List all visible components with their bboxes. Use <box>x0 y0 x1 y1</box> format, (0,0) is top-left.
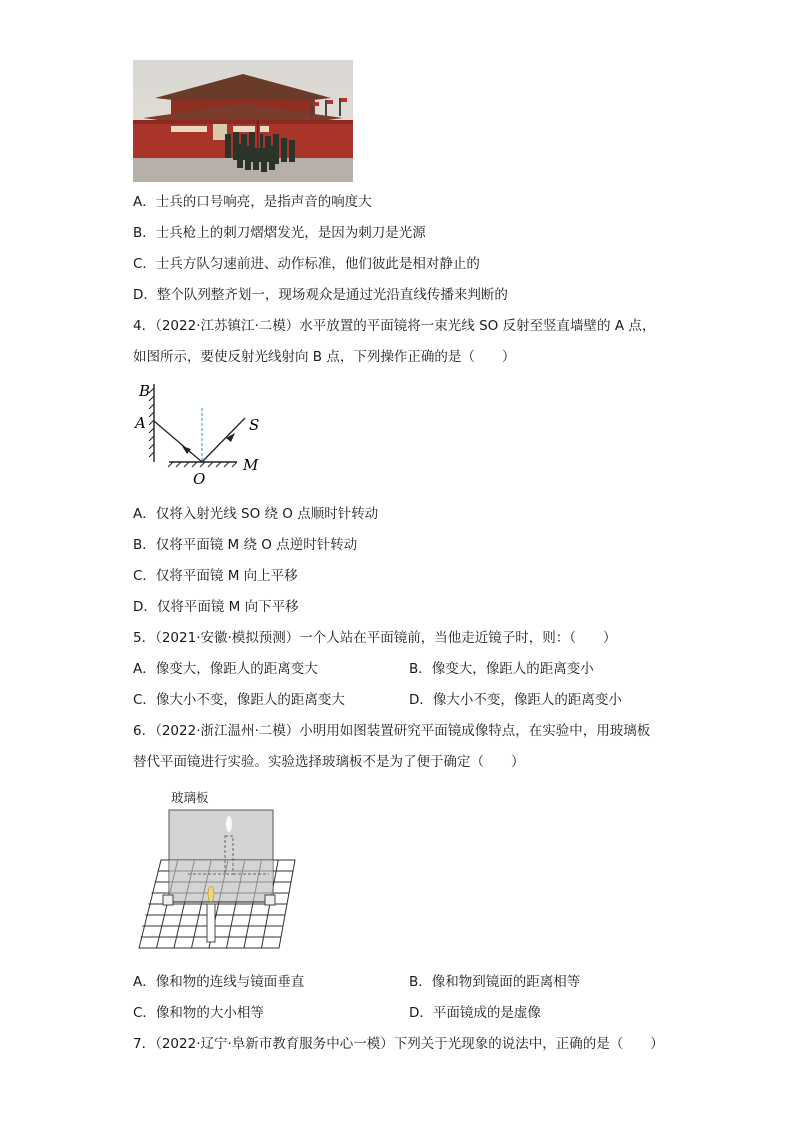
q6-option-a: A．像和物的连线与镜面垂直 <box>133 974 305 990</box>
label-a: A <box>135 414 146 432</box>
q4-option-d: D．仅将平面镜 M 向下平移 <box>133 599 299 615</box>
label-s: S <box>249 416 260 434</box>
label-o: O <box>193 470 206 488</box>
q5-option-d: D．像大小不变，像距人的距离变小 <box>409 692 622 708</box>
q5-option-b: B．像变大，像距人的距离变小 <box>409 661 594 677</box>
q7-stem: 7．（2022·辽宁·阜新市教育服务中心一模）下列关于光现象的说法中，正确的是（ ） <box>133 1036 664 1052</box>
q4-stem-line1: 4．（2022·江苏镇江·二模）水平放置的平面镜将一束光线 SO 反射至竖直墙壁的 A 点， <box>133 318 656 334</box>
tiananmen-parade-photo <box>133 60 353 182</box>
q5-stem: 5．（2021·安徽·模拟预测）一个人站在平面镜前，当他走近镜子时，则：（ ） <box>133 630 617 646</box>
q6-option-b: B．像和物到镜面的距离相等 <box>409 974 581 990</box>
q6-option-d: D．平面镜成的是虚像 <box>409 1005 541 1021</box>
q4-reflection-diagram <box>133 378 283 488</box>
q6-stem-line2: 替代平面镜进行实验。实验选择玻璃板不是为了便于确定（ ） <box>133 754 525 770</box>
label-b: B <box>139 382 151 400</box>
q4-option-a: A．仅将入射光线 SO 绕 O 点顺时针转动 <box>133 506 379 522</box>
glass-plate-label: 玻璃板 <box>171 790 209 805</box>
q6-stem-line1: 6．（2022·浙江温州·二模）小明用如图装置研究平面镜成像特点，在实验中，用玻璃板 <box>133 723 651 739</box>
q5-option-c: C．像大小不变，像距人的距离变大 <box>133 692 345 708</box>
q6-glass-plate-diagram <box>133 786 303 956</box>
q3-option-b: B．士兵枪上的刺刀熠熠发光，是因为刺刀是光源 <box>133 225 426 241</box>
q4-stem-line2: 如图所示，要使反射光线射向 B 点，下列操作正确的是（ ） <box>133 349 516 365</box>
label-m: M <box>243 456 259 474</box>
q3-option-d: D．整个队列整齐划一，现场观众是通过光沿直线传播来判断的 <box>133 287 508 303</box>
q3-option-a: A．士兵的口号响亮，是指声音的响度大 <box>133 194 372 210</box>
q6-option-c: C．像和物的大小相等 <box>133 1005 264 1021</box>
q4-option-c: C．仅将平面镜 M 向上平移 <box>133 568 298 584</box>
q5-option-a: A．像变大，像距人的距离变大 <box>133 661 318 677</box>
q4-option-b: B．仅将平面镜 M 绕 O 点逆时针转动 <box>133 537 358 553</box>
q3-option-c: C．士兵方队匀速前进、动作标准，他们彼此是相对静止的 <box>133 256 480 272</box>
